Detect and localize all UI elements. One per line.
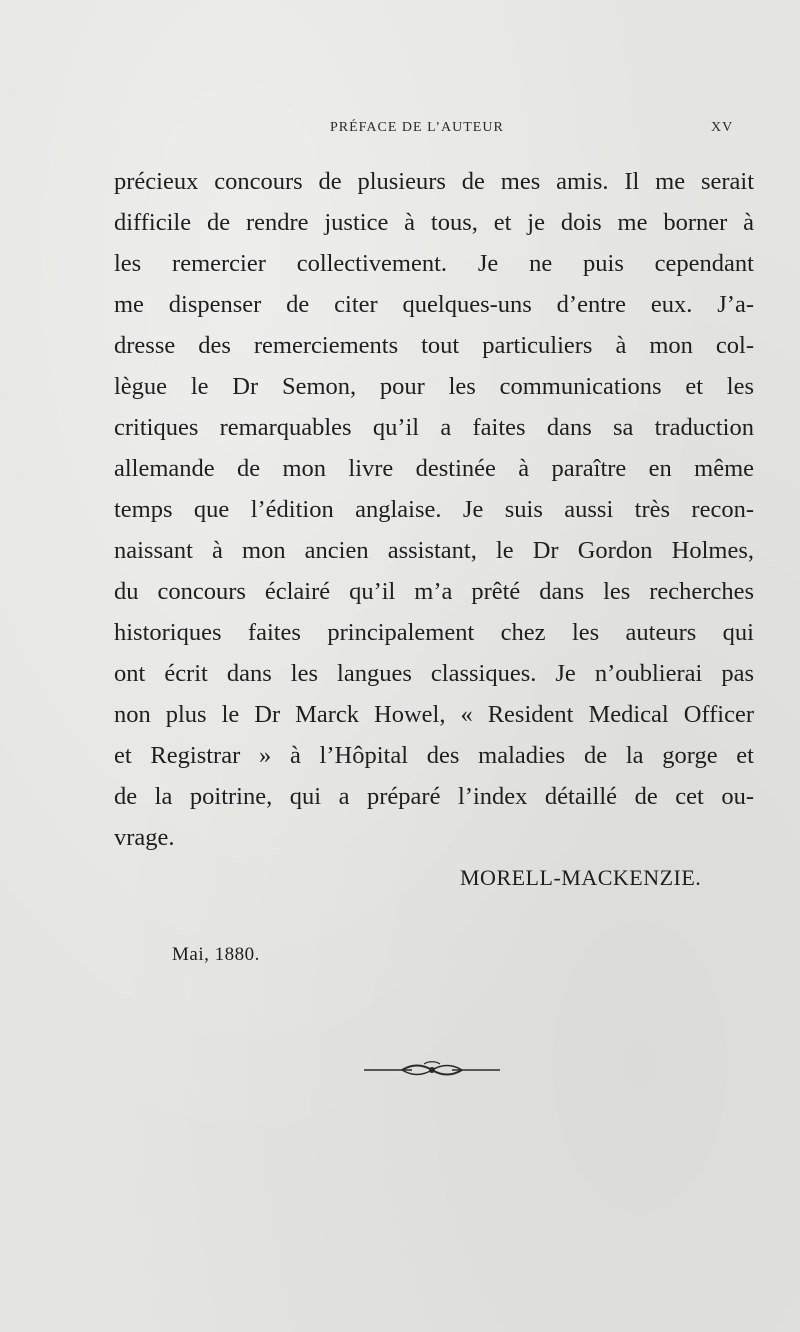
text-line: les remercier collectivement. Je ne puis cependant [114, 250, 754, 277]
text-line: temps que l’édition anglaise. Je suis aussi très recon- [114, 496, 754, 523]
text-line: et Registrar » à l’Hôpital des maladies de la gorge et [114, 742, 754, 769]
text-line: me dispenser de citer quelques-uns d’entre eux. J’a- [114, 291, 754, 318]
ornament-icon [362, 1060, 502, 1080]
page-number: XV [711, 120, 734, 135]
text-line: non plus le Dr Marck Howel, « Resident Medical Officer [114, 701, 754, 728]
preface-date: Mai, 1880. [172, 944, 260, 965]
text-line: vrage. [114, 824, 175, 851]
text-line: allemande de mon livre destinée à paraître en même [114, 455, 754, 482]
text-line: historiques faites principalement chez les auteurs qui [114, 619, 754, 646]
text-line: précieux concours de plusieurs de mes amis. Il me serait [114, 168, 754, 195]
text-line: naissant à mon ancien assistant, le Dr Gordon Holmes, [114, 537, 754, 564]
text-line: dresse des remerciements tout particuliers à mon col- [114, 332, 754, 359]
text-line: critiques remarquables qu’il a faites dans sa traduction [114, 414, 754, 441]
text-line: ont écrit dans les langues classiques. Je n’oublierai pas [114, 660, 754, 687]
preface-body-text [114, 161, 754, 858]
author-signature: MORELL-MACKENZIE. [460, 865, 702, 890]
text-line: de la poitrine, qui a préparé l’index détaillé de cet ou- [114, 783, 754, 810]
text-line: du concours éclairé qu’il m’a prêté dans les recherches [114, 578, 754, 605]
running-title: PRÉFACE DE L’AUTEUR [330, 120, 504, 135]
running-head [0, 120, 800, 140]
text-line: difficile de rendre justice à tous, et je dois me borner à [114, 209, 754, 236]
text-line: lègue le Dr Semon, pour les communications et les [114, 373, 754, 400]
